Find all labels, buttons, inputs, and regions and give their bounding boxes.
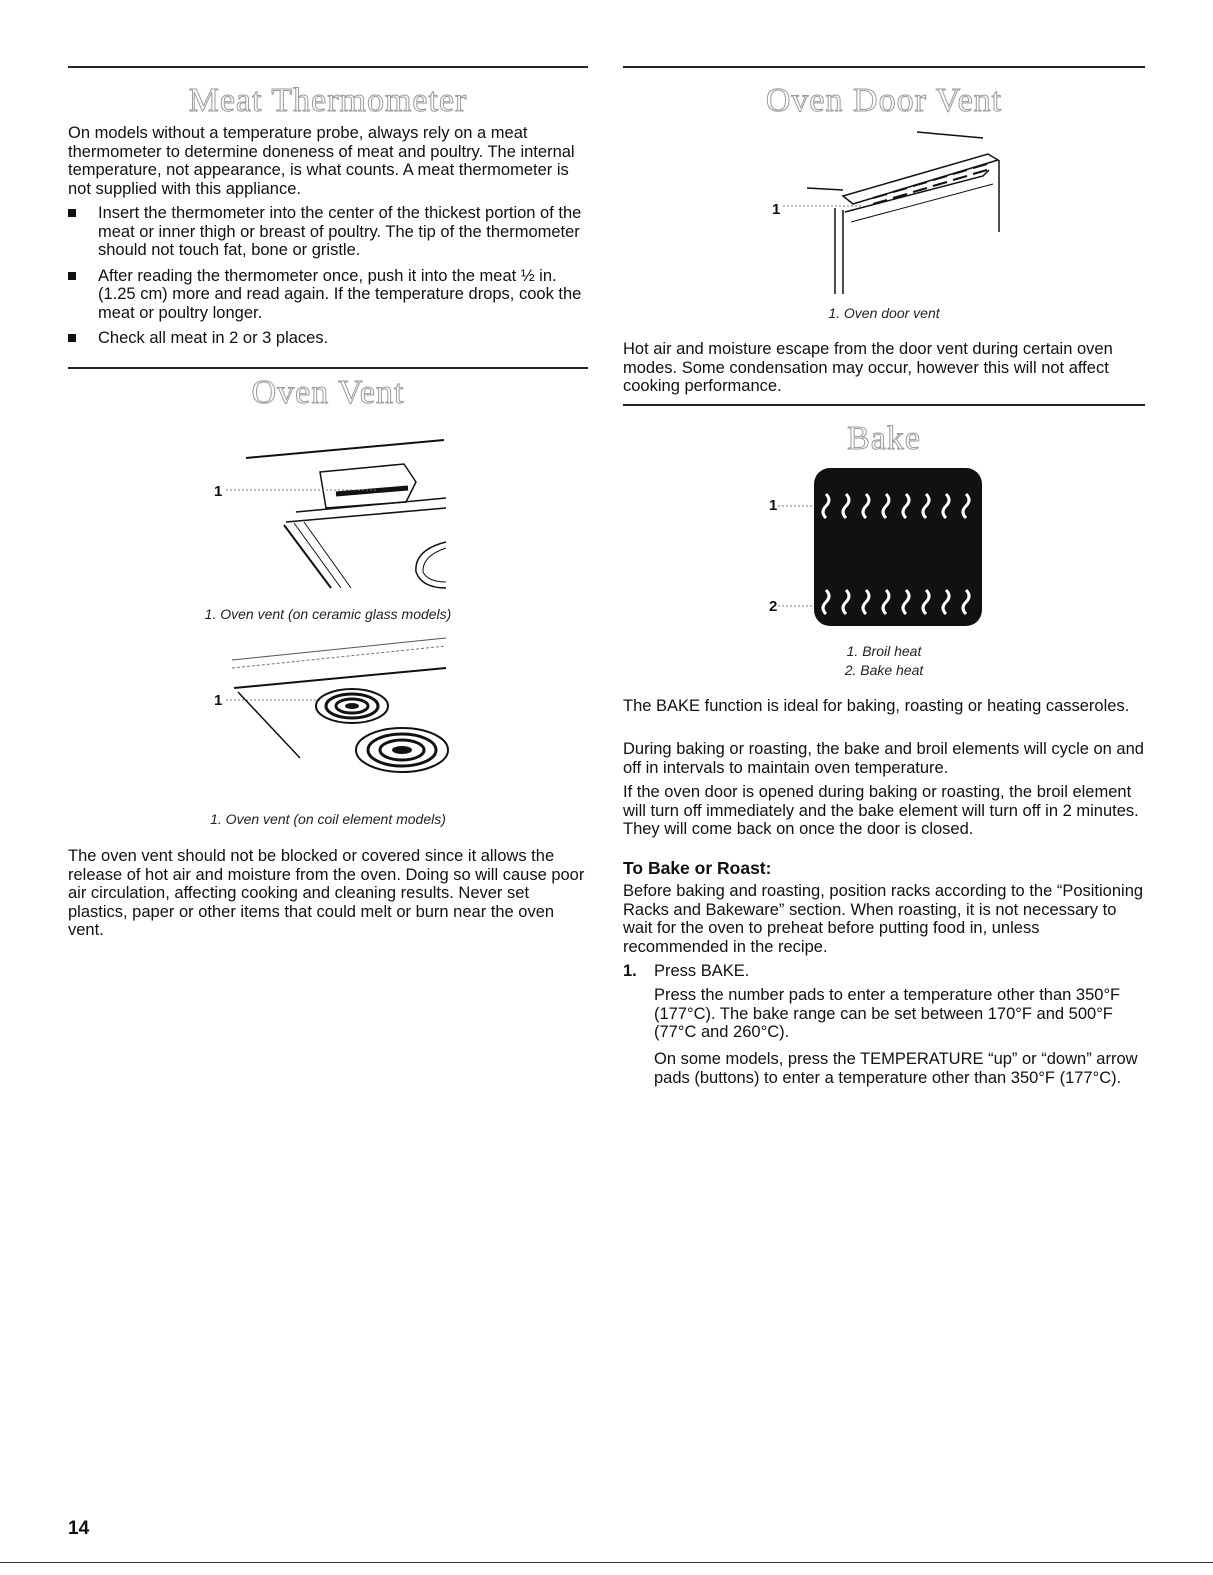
step-title: Press BAKE. — [654, 962, 750, 980]
section-rule — [68, 367, 588, 369]
to-bake-or-roast-subheading: To Bake or Roast: — [623, 858, 772, 878]
list-item: Check all meat in 2 or 3 places. — [68, 329, 588, 348]
ceramic-vent-caption: 1. Oven vent (on ceramic glass models) — [204, 606, 452, 622]
bake-para-1: The BAKE function is ideal for baking, roasting or heating casseroles. — [623, 697, 1130, 715]
meat-thermometer-intro: On models without a temperature probe, always rely on a meat thermometer to determine doneness of meat and poultry. The internal temperature, not appearance, is what counts. A meat thermometer is not supplied with this appliance. — [68, 124, 575, 198]
callout-number: 2 — [769, 598, 778, 615]
broil-heat-caption: 1. Broil heat — [846, 643, 922, 659]
bullet-icon — [68, 334, 76, 342]
bake-heat-caption: 2. Bake heat — [844, 662, 924, 678]
oven-vent-body: The oven vent should not be blocked or covered since it allows the release of hot air and moisture from the oven. Doing so will cause poor air circulation, affecting cooking and cleaning results. Never set plastics, paper or other items that could melt or burn near the oven vent. — [68, 847, 585, 939]
door-vent-illustration — [783, 126, 1013, 296]
step-para-1: Press the number pads to enter a temperature other than 350°F (177°C). The bake range can be set between 170°F and 500°F (77°C and 260°C). — [654, 986, 1121, 1041]
meat-thermometer-heading: Meat Thermometer — [188, 82, 468, 119]
page-number: 14 — [68, 1518, 90, 1539]
list-item: After reading the thermometer once, push it into the meat ½ in. (1.25 cm) more and read again. If the temperature drops, cook the meat or poultry longer. — [68, 267, 588, 323]
bake-para-2: During baking or roasting, the bake and broil elements will cycle on and off in intervals to maintain oven temperature. — [623, 740, 1144, 777]
ceramic-vent-illustration — [226, 430, 456, 600]
step-para-2: On some models, press the TEMPERATURE “up” or “down” arrow pads (buttons) to enter a temperature other than 350°F (177°C). — [654, 1050, 1138, 1087]
bake-para-3: If the oven door is opened during baking or roasting, the broil element will turn off immediately and the bake element will turn off in 2 minutes. They will come back on once the door is closed. — [623, 783, 1139, 838]
footer-rule — [0, 1562, 1213, 1563]
bullet-icon — [68, 209, 76, 217]
bake-heading: Bake — [847, 420, 921, 457]
coil-vent-caption: 1. Oven vent (on coil element models) — [210, 811, 446, 827]
coil-vent-illustration — [226, 630, 456, 780]
bullet-icon — [68, 272, 76, 280]
section-rule — [68, 66, 588, 68]
door-vent-caption: 1. Oven door vent — [828, 305, 940, 321]
meat-thermometer-list — [68, 204, 588, 355]
callout-number: 1 — [772, 201, 781, 218]
oven-vent-heading: Oven Vent — [251, 374, 405, 411]
section-rule — [623, 404, 1145, 406]
oven-door-vent-body: Hot air and moisture escape from the door vent during certain oven modes. Some condensation may occur, however this will not affect cooking performance. — [623, 340, 1113, 395]
callout-number: 1 — [769, 497, 778, 514]
oven-cavity-illustration — [778, 468, 988, 628]
section-rule — [623, 66, 1145, 68]
step-number: 1. — [623, 962, 637, 980]
callout-number: 1 — [214, 692, 223, 709]
list-item: Insert the thermometer into the center of the thickest portion of the meat or inner thigh or breast of poultry. The tip of the thermometer should not touch fat, bone or gristle. — [68, 204, 588, 260]
oven-door-vent-heading: Oven Door Vent — [765, 82, 1003, 119]
callout-number: 1 — [214, 483, 223, 500]
bake-para-4: Before baking and roasting, position racks according to the “Positioning Racks and Bakeware” section. When roasting, it is not necessary to wait for the oven to preheat before putting food in, unless recommended in the recipe. — [623, 882, 1144, 956]
